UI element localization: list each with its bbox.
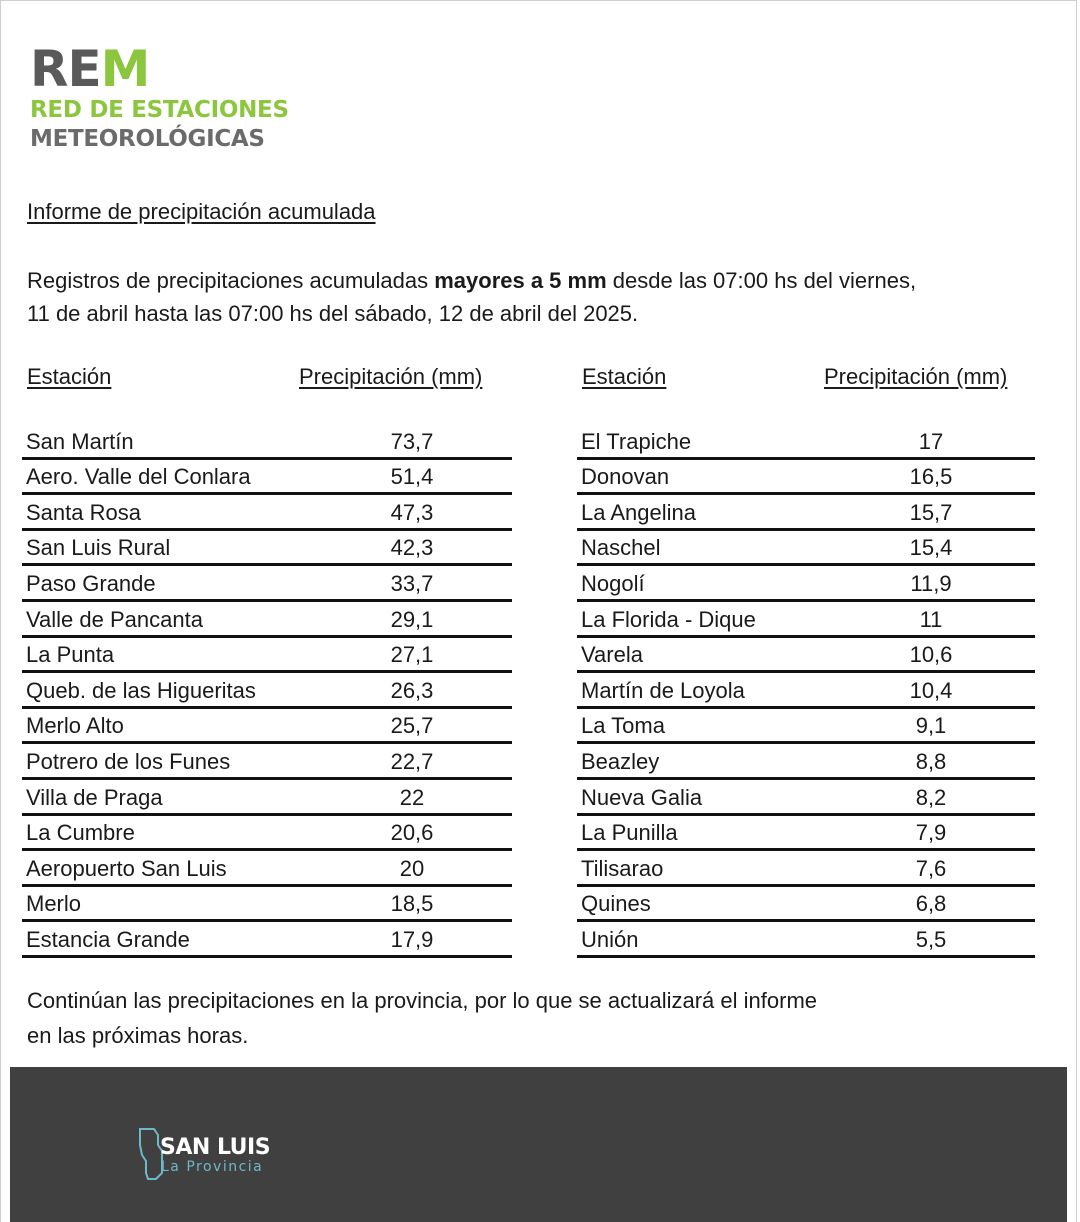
table-row: [22, 636, 512, 672]
station-name: Queb. de las Higueritas: [22, 672, 312, 708]
rem-logo-line1: RED DE ESTACIONES: [30, 97, 289, 123]
station-name: Merlo: [22, 885, 312, 921]
table-row: [577, 424, 1035, 458]
precipitation-value: 73,7: [312, 424, 512, 458]
left-station-header: Estación: [27, 364, 112, 389]
update-note-line2: en las próximas horas.: [27, 1023, 249, 1048]
footer-brand-sub: La Provincia: [161, 1159, 264, 1175]
station-name: Aero. Valle del Conlara: [22, 458, 312, 494]
precipitation-value: 10,4: [827, 672, 1035, 708]
table-row: [577, 565, 1035, 601]
table-row: [22, 707, 512, 743]
table-row: [22, 529, 512, 565]
station-name: La Cumbre: [22, 814, 312, 850]
intro-text-post: desde las 07:00 hs del viernes,: [606, 268, 917, 293]
rem-logo: [30, 40, 289, 154]
precipitation-value: 25,7: [312, 707, 512, 743]
station-name: Valle de Pancanta: [22, 600, 312, 636]
table-row: [577, 707, 1035, 743]
station-name: Varela: [577, 636, 827, 672]
precipitation-value: 42,3: [312, 529, 512, 565]
table-row: [577, 636, 1035, 672]
footer-brand-name: SAN LUIS: [160, 1135, 271, 1160]
rem-logo-line2: METEOROLÓGICAS: [30, 126, 265, 152]
table-row: [577, 921, 1035, 957]
precipitation-value: 27,1: [312, 636, 512, 672]
station-name: Nogolí: [577, 565, 827, 601]
table-row: [22, 814, 512, 850]
table-row: [22, 458, 512, 494]
footer-bar: [10, 1067, 1067, 1222]
precipitation-value: 20,6: [312, 814, 512, 850]
precipitation-value: 9,1: [827, 707, 1035, 743]
table-row: [22, 424, 512, 458]
station-name: Martín de Loyola: [577, 672, 827, 708]
station-name: El Trapiche: [577, 424, 827, 458]
table-row: [577, 672, 1035, 708]
precipitation-value: 15,4: [827, 529, 1035, 565]
precipitation-value: 33,7: [312, 565, 512, 601]
rem-logo-acronym-m: M: [100, 40, 150, 98]
intro-text-pre: Registros de precipitaciones acumuladas: [27, 268, 435, 293]
table-row: [577, 885, 1035, 921]
table-row: [577, 743, 1035, 779]
table-row: [577, 778, 1035, 814]
station-name: Estancia Grande: [22, 921, 312, 957]
update-note-line1: Continúan las precipitaciones en la provincia, por lo que se actualizará el informe: [27, 988, 818, 1013]
station-name: La Punilla: [577, 814, 827, 850]
precipitation-value: 22: [312, 778, 512, 814]
station-name: Tilisarao: [577, 850, 827, 886]
station-name: San Luis Rural: [22, 529, 312, 565]
station-name: Naschel: [577, 529, 827, 565]
table-row: [22, 885, 512, 921]
station-name: Paso Grande: [22, 565, 312, 601]
rem-logo-acronym-re: RE: [30, 40, 101, 98]
table-row: [577, 850, 1035, 886]
right-station-header: Estación: [582, 364, 667, 389]
intro-paragraph: [27, 264, 1027, 330]
table-row: [22, 494, 512, 530]
station-name: Donovan: [577, 458, 827, 494]
table-row: [22, 778, 512, 814]
precipitation-value: 15,7: [827, 494, 1035, 530]
precipitation-value: 7,9: [827, 814, 1035, 850]
table-row: [577, 494, 1035, 530]
precipitation-value: 7,6: [827, 850, 1035, 886]
table-row: [577, 600, 1035, 636]
table-row: [22, 743, 512, 779]
station-name: La Punta: [22, 636, 312, 672]
table-row: [577, 814, 1035, 850]
precipitation-value: 10,6: [827, 636, 1035, 672]
precipitation-value: 51,4: [312, 458, 512, 494]
station-name: Potrero de los Funes: [22, 743, 312, 779]
precipitation-value: 29,1: [312, 600, 512, 636]
intro-text-line2: 11 de abril hasta las 07:00 hs del sábado, 12 de abril del 2025.: [27, 301, 639, 326]
station-name: Beazley: [577, 743, 827, 779]
right-precip-header: Precipitación (mm): [824, 364, 1008, 389]
station-name: La Toma: [577, 707, 827, 743]
table-row: [22, 672, 512, 708]
precipitation-value: 22,7: [312, 743, 512, 779]
station-name: La Florida - Dique: [577, 600, 827, 636]
precipitation-value: 47,3: [312, 494, 512, 530]
rem-logo-acronym: [30, 40, 289, 98]
station-name: San Martín: [22, 424, 312, 458]
precipitation-value: 17,9: [312, 921, 512, 957]
precipitation-value: 20: [312, 850, 512, 886]
precipitation-value: 26,3: [312, 672, 512, 708]
table-row: [577, 458, 1035, 494]
station-name: Quines: [577, 885, 827, 921]
left-station-table: [22, 424, 512, 958]
table-row: [577, 529, 1035, 565]
update-note: [27, 983, 927, 1053]
precipitation-value: 11: [827, 600, 1035, 636]
precipitation-value: 11,9: [827, 565, 1035, 601]
precipitation-value: 6,8: [827, 885, 1035, 921]
table-row: [22, 565, 512, 601]
left-precip-header: Precipitación (mm): [299, 364, 483, 389]
table-row: [22, 921, 512, 957]
precipitation-value: 5,5: [827, 921, 1035, 957]
right-station-table: [577, 424, 1035, 958]
table-row: [22, 600, 512, 636]
station-name: Aeropuerto San Luis: [22, 850, 312, 886]
intro-text-bold: mayores a 5 mm: [434, 268, 607, 293]
report-title: Informe de precipitación acumulada: [27, 199, 376, 224]
station-name: Merlo Alto: [22, 707, 312, 743]
precipitation-value: 8,2: [827, 778, 1035, 814]
station-name: Nueva Galia: [577, 778, 827, 814]
precipitation-value: 17: [827, 424, 1035, 458]
table-row: [22, 850, 512, 886]
station-name: Santa Rosa: [22, 494, 312, 530]
precipitation-value: 8,8: [827, 743, 1035, 779]
station-name: Unión: [577, 921, 827, 957]
station-name: Villa de Praga: [22, 778, 312, 814]
station-name: La Angelina: [577, 494, 827, 530]
precipitation-value: 16,5: [827, 458, 1035, 494]
precipitation-value: 18,5: [312, 885, 512, 921]
